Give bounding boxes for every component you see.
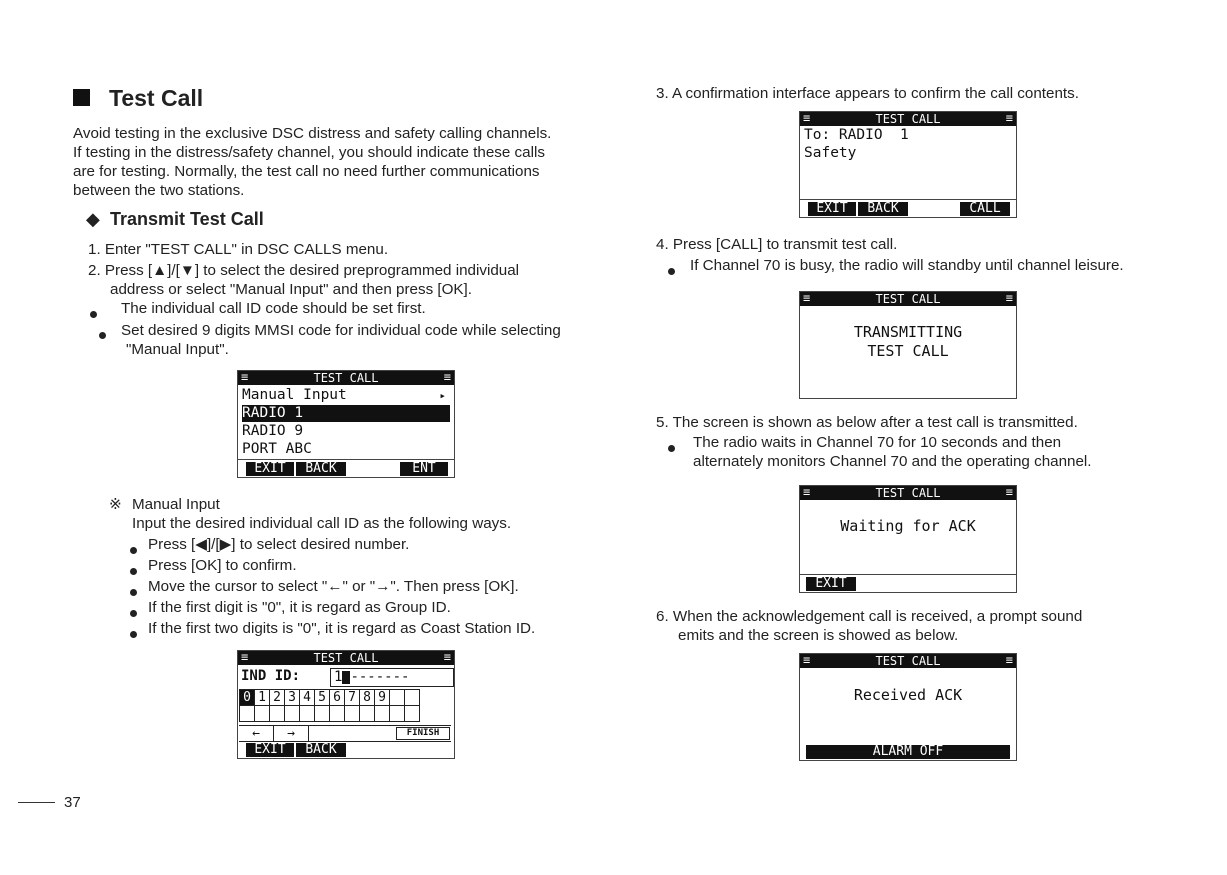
intro-line-2: If testing in the distress/safety channel, you should indicate these calls (73, 144, 545, 161)
lcd-screen-ind-id (237, 650, 455, 759)
bullet-2-line-1: Set desired 9 digits MMSI code for individual code while selecting (121, 322, 561, 339)
menu-icon: ≡ (803, 111, 811, 125)
menu-icon: ≡ (1005, 485, 1013, 499)
keypad-key: 3 (285, 690, 300, 706)
keypad-key: 0 (240, 690, 255, 706)
received-text: Received ACK (853, 686, 963, 704)
softkey-exit: EXIT (806, 577, 856, 591)
softkey-alarm-off: ALARM OFF (806, 745, 1010, 759)
ind-id-field (330, 668, 454, 687)
keypad-key (405, 690, 420, 706)
menu-icon: ≡ (1005, 653, 1013, 667)
bullet-5-line-2: alternately monitors Channel 70 and the operating channel. (693, 453, 1092, 470)
ind-id-placeholder: ------- (350, 669, 410, 685)
screen-title-bar (800, 292, 1016, 306)
bullet-icon (668, 439, 675, 457)
square-bullet-icon (73, 89, 90, 106)
softkey-call: CALL (960, 202, 1010, 216)
step-6-line-1: 6. When the acknowledgement call is received, a prompt sound (656, 608, 1083, 625)
note-item: Move the cursor to select "←" or "→". Then press [OK]. (148, 578, 519, 595)
lcd-screen-confirm (799, 111, 1017, 218)
keypad-key: 4 (300, 690, 315, 706)
menu-icon: ≡ (241, 650, 249, 664)
nav-row (239, 725, 451, 742)
keypad-key: 9 (375, 690, 390, 706)
menu-icon: ≡ (1005, 111, 1013, 125)
note-item: If the first two digits is "0", it is regard as Coast Station ID. (148, 620, 536, 637)
keypad-key: 1 (255, 690, 270, 706)
lcd-screen-received (799, 653, 1017, 761)
screen-title: TEST CALL (313, 371, 379, 385)
screen-title-bar (800, 112, 1016, 126)
note-item: Press [OK] to confirm. (148, 557, 297, 574)
subheading: Transmit Test Call (110, 209, 264, 229)
softkey-back: BACK (296, 743, 346, 757)
page-number: 37 (64, 794, 81, 811)
keypad-key: 8 (360, 690, 375, 706)
bullet-icon (99, 326, 106, 344)
diamond-icon: ◆ (86, 209, 100, 229)
screen-title-bar (800, 654, 1016, 668)
note-title: Manual Input (132, 496, 220, 513)
confirm-line-category: Safety (804, 145, 857, 161)
menu-icon: ≡ (803, 291, 811, 305)
digit-keypad (239, 689, 420, 722)
list-item (242, 387, 450, 404)
softkey-exit: EXIT (246, 462, 294, 476)
intro-line-3: are for testing. Normally, the test call no need further communications (73, 163, 540, 180)
keypad-key: 2 (270, 690, 285, 706)
transmitting-line-1: TRANSMITTING (853, 323, 963, 341)
bullet-icon (90, 305, 97, 323)
menu-icon: ≡ (241, 370, 249, 384)
screen-title-bar (238, 651, 454, 665)
bullet-5-line-1: The radio waits in Channel 70 for 10 seconds and then (693, 434, 1062, 451)
transmitting-line-2: TEST CALL (867, 342, 949, 360)
list-item: RADIO 9 (242, 423, 304, 439)
list-item: PORT ABC (242, 441, 312, 457)
keypad-key: 5 (315, 690, 330, 706)
step-5: 5. The screen is shown as below after a test call is transmitted. (656, 414, 1078, 431)
screen-title: TEST CALL (875, 112, 941, 126)
note-item: If the first digit is "0", it is regard as Group ID. (148, 599, 451, 616)
softkey-back: BACK (296, 462, 346, 476)
step-3: 3. A confirmation interface appears to confirm the call contents. (656, 85, 1079, 102)
finish-key: FINISH (396, 727, 450, 740)
bullet-icon (130, 562, 137, 580)
arrow-right-icon: → (274, 726, 309, 741)
menu-icon: ≡ (443, 650, 451, 664)
screen-title: TEST CALL (875, 292, 941, 306)
note-mark-icon: ※ (109, 496, 122, 513)
confirm-line-to: To: RADIO 1 (804, 127, 909, 143)
divider (238, 459, 454, 460)
intro-line-1: Avoid testing in the exclusive DSC distress and safety calling channels. (73, 125, 552, 142)
screen-title: TEST CALL (875, 486, 941, 500)
step-4: 4. Press [CALL] to transmit test call. (656, 236, 898, 253)
bullet-icon (130, 625, 137, 643)
bullet-1: The individual call ID code should be set first. (121, 300, 426, 317)
keypad-key: 7 (345, 690, 360, 706)
screen-title: TEST CALL (313, 651, 379, 665)
screen-title-bar (800, 486, 1016, 500)
bullet-4: If Channel 70 is busy, the radio will standby until channel leisure. (690, 257, 1124, 274)
divider (800, 574, 1016, 575)
menu-icon: ≡ (1005, 291, 1013, 305)
note-intro: Input the desired individual call ID as the following ways. (132, 515, 512, 532)
screen-title: TEST CALL (875, 654, 941, 668)
step-1: 1. Enter "TEST CALL" in DSC CALLS menu. (88, 241, 389, 258)
list-item-label: Manual Input (242, 387, 347, 403)
bullet-icon (130, 541, 137, 559)
keypad-key (390, 690, 405, 706)
menu-icon: ≡ (443, 370, 451, 384)
arrow-left-icon: ← (239, 726, 274, 741)
list-item-selected: RADIO 1 (242, 405, 450, 422)
ind-id-label: IND ID: (241, 668, 301, 684)
softkey-ent: ENT (400, 462, 448, 476)
divider (800, 199, 1016, 200)
lcd-screen-transmitting (799, 291, 1017, 399)
bullet-icon (668, 262, 675, 280)
ind-id-digit: 1 (334, 669, 343, 685)
bullet-icon (130, 583, 137, 601)
bullet-icon (130, 604, 137, 622)
intro-line-4: between the two stations. (73, 182, 245, 199)
menu-icon: ≡ (803, 653, 811, 667)
arrow-right-icon: ▸ (439, 389, 446, 402)
lcd-screen-list (237, 370, 455, 478)
step-2-line-1: 2. Press [▲]/[▼] to select the desired preprogrammed individual (88, 262, 520, 279)
softkey-back: BACK (858, 202, 908, 216)
section-heading (73, 89, 90, 111)
step-6-line-2: emits and the screen is showed as below. (678, 627, 959, 644)
screen-title-bar (238, 371, 454, 385)
softkey-exit: EXIT (808, 202, 856, 216)
bullet-2-line-2: "Manual Input". (126, 341, 229, 358)
menu-icon: ≡ (803, 485, 811, 499)
keypad-key: 6 (330, 690, 345, 706)
page-title: Test Call (109, 85, 204, 111)
waiting-text: Waiting for ACK (840, 517, 976, 535)
lcd-screen-waiting (799, 485, 1017, 593)
step-2-line-2: address or select "Manual Input" and then press [OK]. (110, 281, 472, 298)
footer-rule (18, 802, 55, 803)
note-item: Press [◀]/[▶] to select desired number. (148, 536, 410, 553)
softkey-exit: EXIT (246, 743, 294, 757)
